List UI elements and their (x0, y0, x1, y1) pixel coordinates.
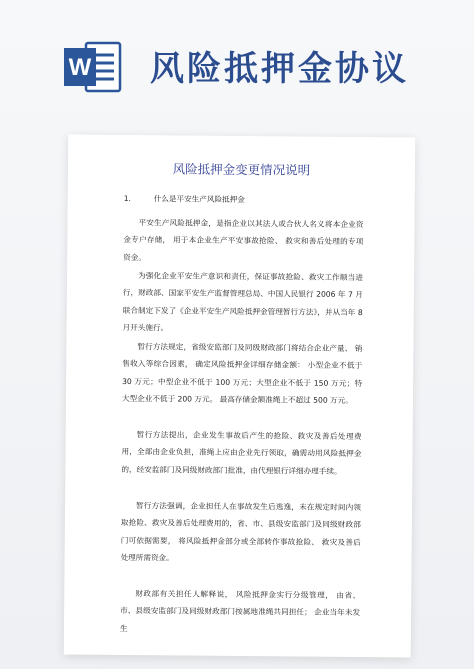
header-banner (0, 0, 474, 112)
word-icon-letter: W (68, 54, 92, 81)
paragraph: 为强化企业平安生产意识和责任，保证事故抢险、救灾工作顺当进行，财政部、国家平安生产监督管理总局、中国人民银行 2006 年 7 月联合制定下发了《企业平安生产风险抵押金管理暂行方法》，并从当年 8 月开头施行。 (122, 271, 364, 333)
section-number: 1. (123, 193, 132, 204)
paragraph: 财政部有关担任人解释说， 风险抵押金实行分级管理， 由省、市、县级安监部门及同级财政部门按属地准绳共同担任； 企业当年未发生 (119, 589, 361, 633)
page-heading: 风险抵押金变更情况说明 (172, 161, 311, 178)
document-title: 风险抵押金协议 (150, 49, 409, 89)
section-title: 什么是平安生产风险抵押金 (153, 194, 245, 205)
section-heading (124, 190, 364, 209)
word-document-icon (62, 39, 124, 95)
paragraph: 暂行方法规定，省级安监部门及同级财政部门将结合企业产量、 销售收入等综合因素， 确定风险抵押金详细存储金额： 小型企业不低于 30 万元；中型企业不低于 100 万元；大型企业不低于 150 万元；特大型企业不低于 200 万元。 最高存储金额准绳上不超过 500 万元。 (121, 342, 363, 406)
paragraph: 平安生产风险抵押金，是指企业以其法人或合伙人名义将本企业资金专户存储， 用于本企业生产平安事故抢险、 救灾和善后处理的专项资金。 (123, 218, 364, 262)
document-page (64, 134, 416, 657)
paragraph: 暂行方法强调，企业担任人在事故发生后逃逸，未在规定时间内领取抢险、救灾及善后处理费用的，省、市、县级安监部门及同级财政部门可依据需要， 将风险抵押金部分或全部转作事故抢险、 救灾及善后处理所需资金。 (120, 501, 362, 563)
paragraph: 暂行方法提出，企业发生事故后产生的抢险、救灾及善后处理费用，全部由企业负担，准绳上应由企业先行领取，确需动用风险抵押金的，经安监部门及同级财政部门批准，由代理银行详细办理手续。 (121, 430, 362, 476)
